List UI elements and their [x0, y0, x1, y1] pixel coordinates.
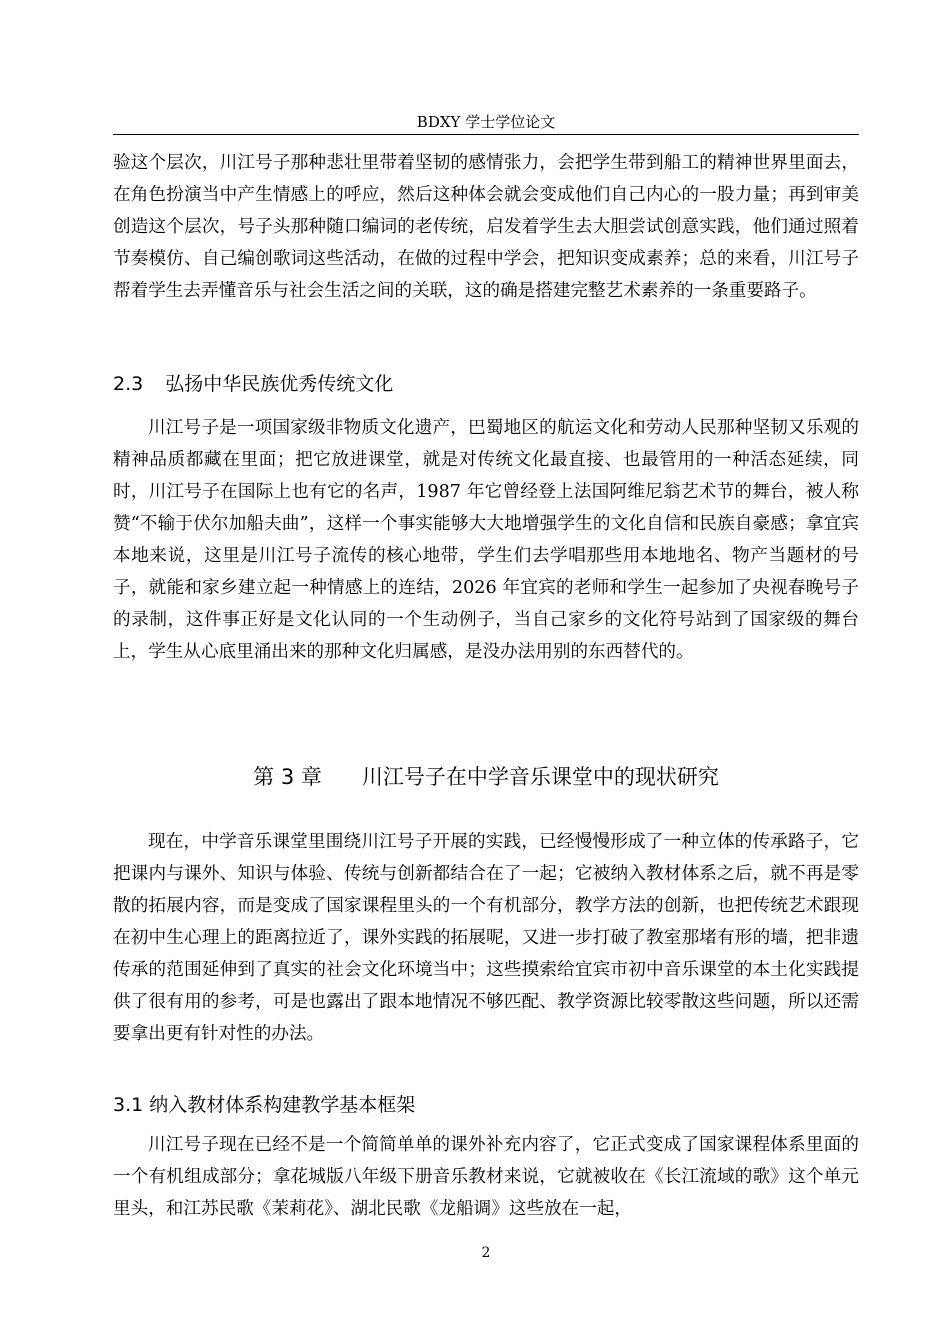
running-header: BDXY 学士学位论文 — [416, 113, 556, 131]
chapter-number: 第 3 章 — [253, 765, 322, 789]
chapter-title: 川江号子在中学音乐课堂中的现状研究 — [361, 765, 719, 789]
page-number: 2 — [481, 1245, 491, 1261]
chapter-heading-3 — [113, 762, 859, 792]
paragraph-chapter-3: 现在，中学音乐课堂里围绕川江号子开展的实践，已经慢慢形成了一种立体的传承路子，它把课内与课外、知识与体验、传统与创新都结合在了一起；它被纳入教材体系之后，就不再是零散的拓展内容，而是变成了国家课程里头的一个有机部分，教学方法的创新，也把传统艺术跟现在初中生心理上的距离拉近了，课外实践的拓展呢，又进一步打破了教室那堵有形的墙，把非遗传承的范围延伸到了真实的社会文化环境当中；这些摸索给宜宾市初中音乐课堂的本土化实践提供了很有用的参考，可是也露出了跟本地情况不够匹配、教学资源比较零散这些问题，所以还需要拿出更有针对性的办法。 — [113, 832, 859, 1044]
paragraph-3-1: 川江号子现在已经不是一个简简单单的课外补充内容了，它正式变成了国家课程体系里面的一个有机组成部分；拿花城版八年级下册音乐教材来说，它就被收在《长江流域的歌》这个单元里头，和江苏民歌《茉莉花》、湖北民歌《龙船调》这些放在一起， — [113, 1135, 859, 1219]
section-title: 弘扬中华民族优秀传统文化 — [165, 373, 394, 395]
section-heading-2-3 — [113, 370, 859, 398]
section-number: 2.3 — [113, 373, 144, 395]
header-rule — [113, 134, 859, 135]
paragraph-continuation: 验这个层次，川江号子那种悲壮里带着坚韧的感情张力，会把学生带到船工的精神世界里面去，在角色扮演当中产生情感上的呼应，然后这种体会就会变成他们自己内心的一股力量；再到审美创造这个层次，号子头那种随口编词的老传统，启发着学生去大胆尝试创意实践，他们通过照着节奏模仿、自己编创歌词这些活动，在做的过程中学会，把知识变成素养；总的来看，川江号子帮着学生去弄懂音乐与社会生活之间的关联，这的确是搭建完整艺术素养的一条重要路子。 — [113, 153, 859, 301]
paragraph-2-3: 川江号子是一项国家级非物质文化遗产，巴蜀地区的航运文化和劳动人民那种坚韧又乐观的精神品质都藏在里面；把它放进课堂，就是对传统文化最直接、也最管用的一种活态延续，同时，川江号子在国际上也有它的名声，1987 年它曾经登上法国阿维尼翁艺术节的舞台，被人称赞“不输于伏尔加船夫曲”，这样一个事实能够大大地增强学生的文化自信和民族自豪感；拿宜宾本地来说，这里是川江号子流传的核心地带，学生们去学唱那些用本地地名、物产当题材的号子，就能和家乡建立起一种情感上的连结，2026 年宜宾的老师和学生一起参加了央视春晚号子的录制，这件事正好是文化认同的一个生动例子，当自己家乡的文化符号站到了国家级的舞台上，学生从心底里涌出来的那种文化归属感，是没办法用别的东西替代的。 — [113, 418, 859, 662]
section-heading-3-1: 3.1 纳入教材体系构建教学基本框架 — [113, 1094, 416, 1116]
